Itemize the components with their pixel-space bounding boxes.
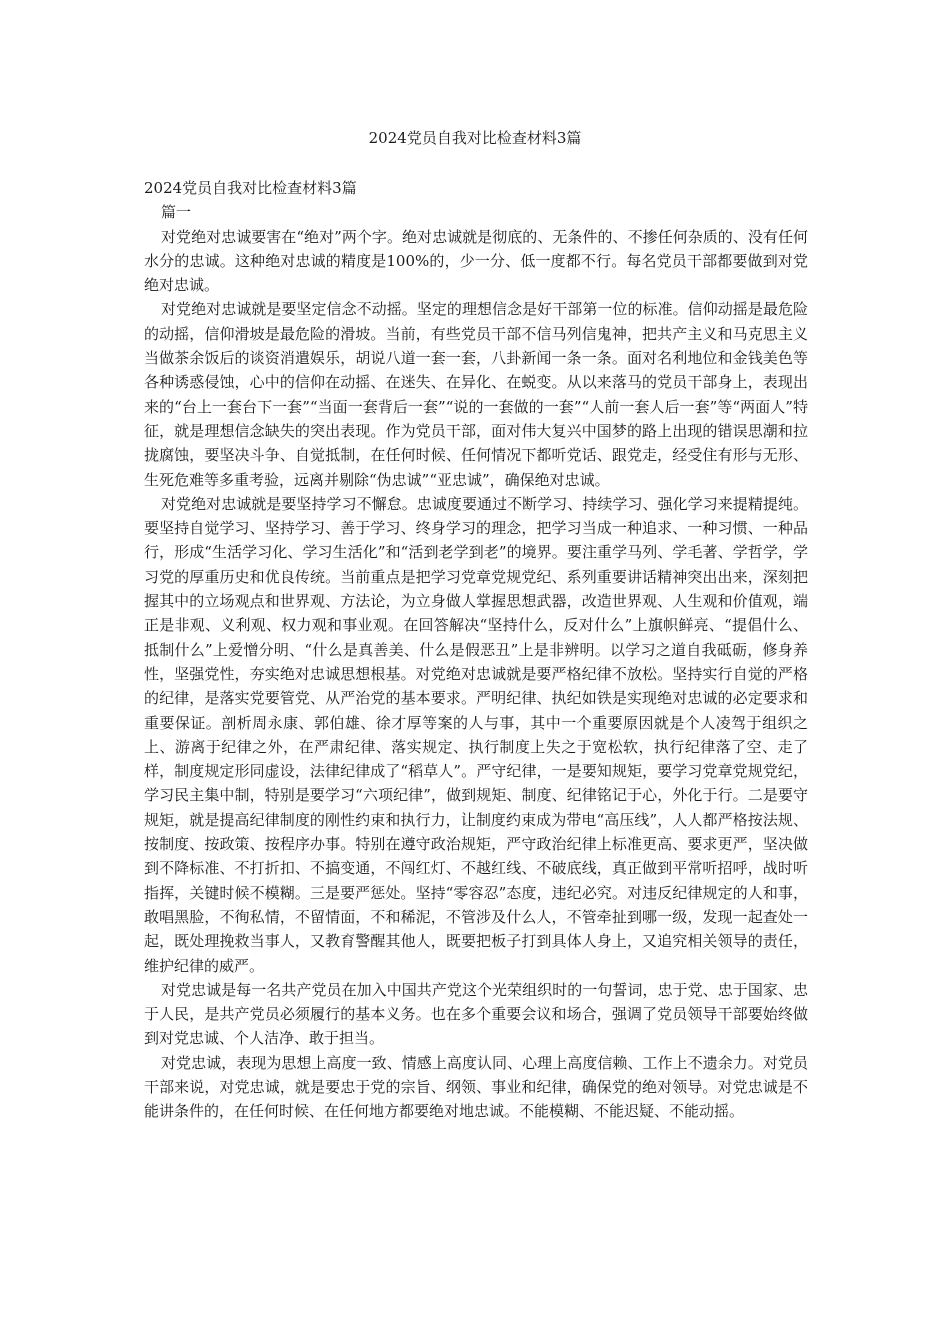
paragraph: 对党绝对忠诚就是要坚定信念不动摇。坚定的理想信念是好干部第一位的标准。信仰动摇是最危险的动摇，信仰滑坡是最危险的滑坡。当前，有些党员干部不信马列信鬼神，把共产主义和马克思主义当做茶余饭后的谈资消遣娱乐，胡说八道一套一套，八卦新闻一条一条。面对名利地位和金钱美色等各种诱惑侵蚀，心中的信仰在动摇、在迷失、在异化、在蜕变。从以来落马的党员干部身上，表现出来的“台上一套台下一套”“当面一套背后一套”“说的一套做的一套”“人前一套人后一套”等“两面人”特征，就是理想信念缺失的突出表现。作为党员干部，面对伟大复兴中国梦的路上出现的错误思潮和拉拢腐蚀，要坚决斗争、自觉抵制，在任何时候、任何情况下都听党话、跟党走，经受住有形与无形、生死危难等多重考验，远离并剔除“伪忠诚”“亚忠诚”，确保绝对忠诚。 <box>144 300 808 489</box>
document-body <box>144 176 808 1124</box>
paragraph: 对党绝对忠诚就是要坚持学习不懈怠。忠诚度要通过不断学习、持续学习、强化学习来提精提纯。要坚持自觉学习、坚持学习、善于学习、终身学习的理念，把学习当成一种追求、一种习惯、一种品行，形成“生活学习化、学习生活化”和“活到老学到老”的境界。要注重学马列、学毛著、学哲学，学习党的厚重历史和优良传统。当前重点是把学习党章党规党纪、系列重要讲话精神突出出来，深刻把握其中的立场观点和世界观、方法论，为立身做人掌握思想武器，改造世界观、人生观和价值观，端正是非观、义利观、权力观和事业观。在回答解决“坚持什么，反对什么”上旗帜鲜亮、“提倡什么、抵制什么”上爱憎分明、“什么是真善美、什么是假恶丑”上是非辨明。以学习之道自我砥砺，修身养性，坚强党性，夯实绝对忠诚思想根基。对党绝对忠诚就是要严格纪律不放松。坚持实行自觉的严格的纪律，是落实党要管党、从严治党的基本要求。严明纪律、执纪如铁是实现绝对忠诚的必定要求和重要保证。剖析周永康、郭伯雄、徐才厚等案的人与事，其中一个重要原因就是个人凌驾于组织之上、游离于纪律之外，在严肃纪律、落实规定、执行制度上失之于宽松软，执行纪律落了空、走了样，制度规定形同虚设，法律纪律成了“稻草人”。严守纪律，一是要知规矩，要学习党章党规党纪，学习民主集中制，特别是要学习“六项纪律”，做到规矩、制度、纪律铭记于心，外化于行。二是要守规矩，就是提高纪律制度的刚性约束和执行力，让制度约束成为带电“高压线”，人人都严格按法规、按制度、按政策、按程序办事。特别在遵守政治规矩，严守政治纪律上标准更高、要求更严，坚决做到不降标准、不打折扣、不搞变通，不闯红灯、不越红线、不破底线，真正做到平常听招呼，战时听指挥，关键时候不模糊。三是要严惩处。坚持“零容忍”态度，违纪必究。对违反纪律规定的人和事，敢唱黑脸，不徇私情，不留情面，不和稀泥，不管涉及什么人，不管牵扯到哪一级，发现一起查处一起，既处理挽救当事人，又教育警醒其他人，既要把板子打到具体人身上，又追究相关领导的责任，维护纪律的威严。 <box>144 494 808 975</box>
paragraph: 对党绝对忠诚要害在“绝对”两个字。绝对忠诚就是彻底的、无条件的、不掺任何杂质的、没有任何水分的忠诚。这种绝对忠诚的精度是100%的，少一分、低一度都不行。每名党员干部都要做到对党绝对忠诚。 <box>144 227 808 295</box>
paragraph: 对党忠诚，表现为思想上高度一致、情感上高度认同、心理上高度信赖、工作上不遗余力。对党员干部来说，对党忠诚，就是要忠于党的宗旨、纲领、事业和纪律，确保党的绝对领导。对党忠诚是不能讲条件的，在任何时候、在任何地方都要绝对地忠诚。不能模糊、不能迟疑、不能动摇。 <box>144 1053 808 1121</box>
section-label: 篇一 <box>161 203 192 222</box>
paragraph: 对党忠诚是每一名共产党员在加入中国共产党这个光荣组织时的一句誓词，忠于党、忠于国家、忠于人民，是共产党员必须履行的基本义务。也在多个重要会议和场合，强调了党员领导干部要始终做到对党忠诚、个人洁净、敢于担当。 <box>144 980 808 1048</box>
document-title: 2024党员自我对比检查材料3篇 <box>368 129 582 147</box>
document-subtitle: 2024党员自我对比检查材料3篇 <box>144 179 357 197</box>
